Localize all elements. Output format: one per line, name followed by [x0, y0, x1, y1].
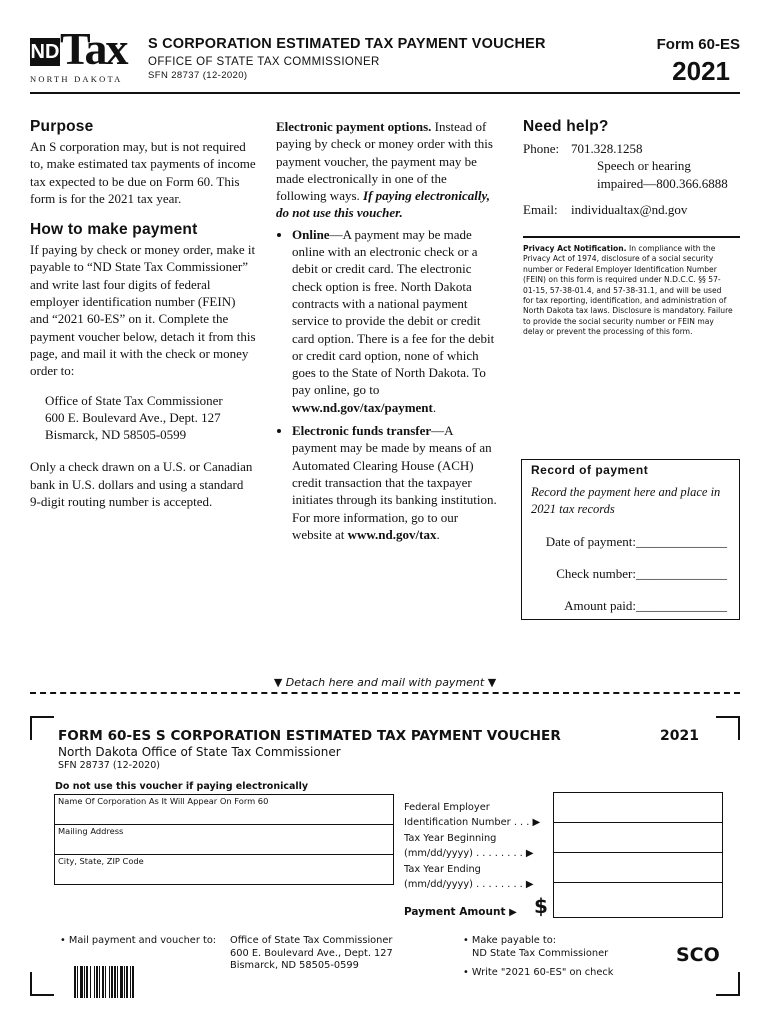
purpose-text: An S corporation may, but is not required to, make estimated tax payments of income tax expected to be due on Form 60. This form is for the 2021 tax year.: [30, 139, 256, 206]
arrow-icon: ▶: [525, 879, 534, 890]
purpose-heading: Purpose: [30, 118, 94, 135]
mail-to-label: • Mail payment and voucher to:: [60, 935, 217, 946]
tax-year-ending-label: Tax Year Ending (mm/dd/yyyy) . . . . . . . . ▶: [404, 864, 534, 890]
electronic-warning: If paying electronically, do not use this voucher.: [276, 188, 490, 221]
speech-number[interactable]: impaired—800.366.6888: [597, 175, 728, 191]
form-sfn: SFN 28737 (12-2020): [148, 70, 248, 81]
logo-state-text: NORTH DAKOTA: [30, 74, 123, 84]
address-line: Office of State Tax Commissioner: [45, 392, 223, 408]
detach-instruction: ▼ Detach here and mail with payment ▼: [273, 676, 497, 689]
form-number: Form 60-ES: [656, 36, 740, 53]
how-to-pay-text: If paying by check or money order, make it payable to “ND State Tax Commissioner” and write last four digits of federal employer identification number (FEIN) and “2021 60-ES” on it. Complete the payment voucher below, detach it from this page, and mail it with the check or money order to:: [30, 242, 256, 379]
form-code: SCO: [676, 944, 720, 966]
date-label: Date of payment:: [545, 534, 636, 549]
logo-nd-mark: ND: [30, 38, 60, 66]
phone-number[interactable]: 701.328.1258: [571, 141, 643, 156]
amount-paid-line[interactable]: Amount paid:______________: [564, 598, 727, 613]
write-on-check-note: • Write "2021 60-ES" on check: [463, 967, 614, 978]
mailing-address-label: Mailing Address: [58, 826, 124, 836]
barcode-space: [134, 966, 135, 998]
voucher-sfn: SFN 28737 (12-2020): [58, 760, 160, 771]
nd-tax-logo: [30, 23, 127, 88]
arrow-icon: ▶: [532, 817, 541, 828]
dollar-sign: $: [534, 894, 548, 918]
middle-column: [276, 118, 498, 549]
corner-mark-bottom-right: [716, 972, 740, 996]
help-contacts: [523, 140, 740, 218]
payment-options-list: [276, 226, 498, 543]
voucher-year: 2021: [660, 728, 699, 744]
right-column: [523, 118, 740, 218]
arrow-icon: ▶: [509, 907, 517, 918]
check-requirement-text: Only a check drawn on a U.S. or Canadian bank in U.S. dollars and using a standard 9-digit routing number is accepted.: [30, 459, 253, 510]
address-line: 600 E. Boulevard Ave., Dept. 127: [45, 409, 221, 425]
list-item: • Online—A payment may be made online with an electronic check or a debit or credit card. The electronic check option is free. North Dakota contracts with a national payment service to provide the debit or credit card option. There is a fee for the debit or credit card option, none of which goes to the State of North Dakota. To pay online, go to www.nd.gov/tax/payment.: [292, 226, 498, 416]
tax-year-beginning-input[interactable]: [553, 822, 723, 853]
corporation-name-field[interactable]: [54, 794, 394, 825]
speech-line: Speech or hearing: [597, 158, 691, 174]
electronic-options-heading: Electronic payment options.: [276, 119, 432, 134]
record-note: Record the payment here and place in 2021 tax records: [531, 485, 721, 516]
electronic-intro: Instead of paying by check or money order with this payment voucher, the payment may be made electronically in one of the following ways.: [276, 119, 493, 204]
phone-label: Phone:: [523, 141, 560, 156]
voucher-warning: Do not use this voucher if paying electronically: [55, 781, 309, 792]
payment-amount-input[interactable]: [553, 882, 723, 918]
how-to-pay-heading: How to make payment: [30, 221, 198, 239]
email-label: Email:: [523, 201, 558, 217]
eft-text: —A payment may be made by means of an Automated Clearing House (ACH) credit transaction that the taxpayer initiates through its banking institution. For more information, go to our website at: [292, 423, 497, 542]
voucher-mailing-address: [230, 935, 393, 973]
help-heading: Need help?: [523, 118, 609, 135]
mailing-address: [30, 392, 256, 444]
tax-website-link[interactable]: www.nd.gov/tax: [347, 526, 437, 542]
address-line: 600 E. Boulevard Ave., Dept. 127: [230, 947, 393, 959]
online-label: Online: [292, 226, 330, 242]
voucher-title: FORM 60-ES S CORPORATION ESTIMATED TAX PAYMENT VOUCHER: [58, 728, 561, 744]
email-address[interactable]: individualtax@nd.gov: [571, 201, 688, 217]
mailing-address-field[interactable]: [54, 824, 394, 855]
date-of-payment-line[interactable]: Date of payment:______________: [545, 534, 727, 549]
online-payment-link[interactable]: www.nd.gov/tax/payment: [292, 399, 433, 415]
tax-year: 2021: [672, 56, 730, 86]
address-line: Office of State Tax Commissioner: [230, 935, 393, 946]
detach-line: [30, 692, 740, 694]
electronic-options-text: [276, 118, 498, 222]
address-line: Bismarck, ND 58505-0599: [45, 427, 187, 443]
corner-mark-bottom-left: [30, 972, 54, 996]
online-text: —A payment may be made online with an electronic check or a debit or credit card. The electronic check option is free. North Dakota contracts with a national payment service to provide the debit or credit card option. There is a fee for the debit or credit card option, none of which goes to the State of North Dakota. To pay online, go to: [292, 226, 495, 398]
corner-mark-top-left: [30, 716, 54, 740]
fein-label: Federal Employer Identification Number . . . ▶: [404, 802, 541, 828]
check-number-line[interactable]: Check number:______________: [556, 566, 727, 581]
tax-year-ending-input[interactable]: [553, 852, 723, 883]
left-column: [30, 118, 256, 510]
list-item: • Electronic funds transfer—A payment may be made by means of an Automated Clearing House (ACH) credit transaction that the taxpayer initiates through its banking institution. For more information, go to our website at www.nd.gov/tax.: [292, 422, 498, 543]
record-title: Record of payment: [531, 463, 649, 477]
fein-input[interactable]: [553, 792, 723, 823]
privacy-heading: Privacy Act Notification.: [523, 244, 627, 253]
page-title: S CORPORATION ESTIMATED TAX PAYMENT VOUCHER: [148, 36, 546, 52]
amount-label: Amount paid:: [564, 598, 636, 613]
corporation-name-label: Name Of Corporation As It Will Appear On Form 60: [58, 796, 269, 806]
corner-mark-top-right: [716, 716, 740, 740]
payable-to: • Make payable to: ND State Tax Commissioner: [463, 935, 609, 959]
tax-year-beginning-label: Tax Year Beginning (mm/dd/yyyy) . . . . . . . . ▶: [404, 833, 534, 859]
arrow-icon: ▶: [525, 848, 534, 859]
logo-tax-text: Tax: [60, 23, 127, 74]
help-divider: [523, 236, 740, 238]
city-state-zip-field[interactable]: [54, 854, 394, 885]
privacy-text: In compliance with the Privacy Act of 1974, disclosure of a social security number or Federal Employer Identification Number (FEIN) on this form is required under N.D.C.C. §§ 57-01-15, 57-38-01.4, and 57-38-31.1, and will be used for tax reporting, identification, and administration of North Dakota tax laws. Disclosure is mandatory. Failure to provide the social security number or FEIN may delay or prevent the processing of this form.: [523, 244, 733, 337]
office-name: OFFICE OF STATE TAX COMMISSIONER: [148, 56, 380, 68]
address-line: Bismarck, ND 58505-0599: [230, 960, 359, 971]
eft-label: Electronic funds transfer: [292, 423, 432, 439]
barcode: [74, 966, 188, 998]
header-divider: [30, 92, 740, 94]
privacy-notice: [523, 244, 733, 338]
check-label: Check number:: [556, 566, 636, 581]
voucher-office: North Dakota Office of State Tax Commissioner: [58, 745, 341, 759]
record-of-payment-box: [521, 459, 740, 620]
payment-amount-label: Payment Amount ▶: [404, 906, 517, 918]
city-state-zip-label: City, State, ZIP Code: [58, 856, 144, 866]
